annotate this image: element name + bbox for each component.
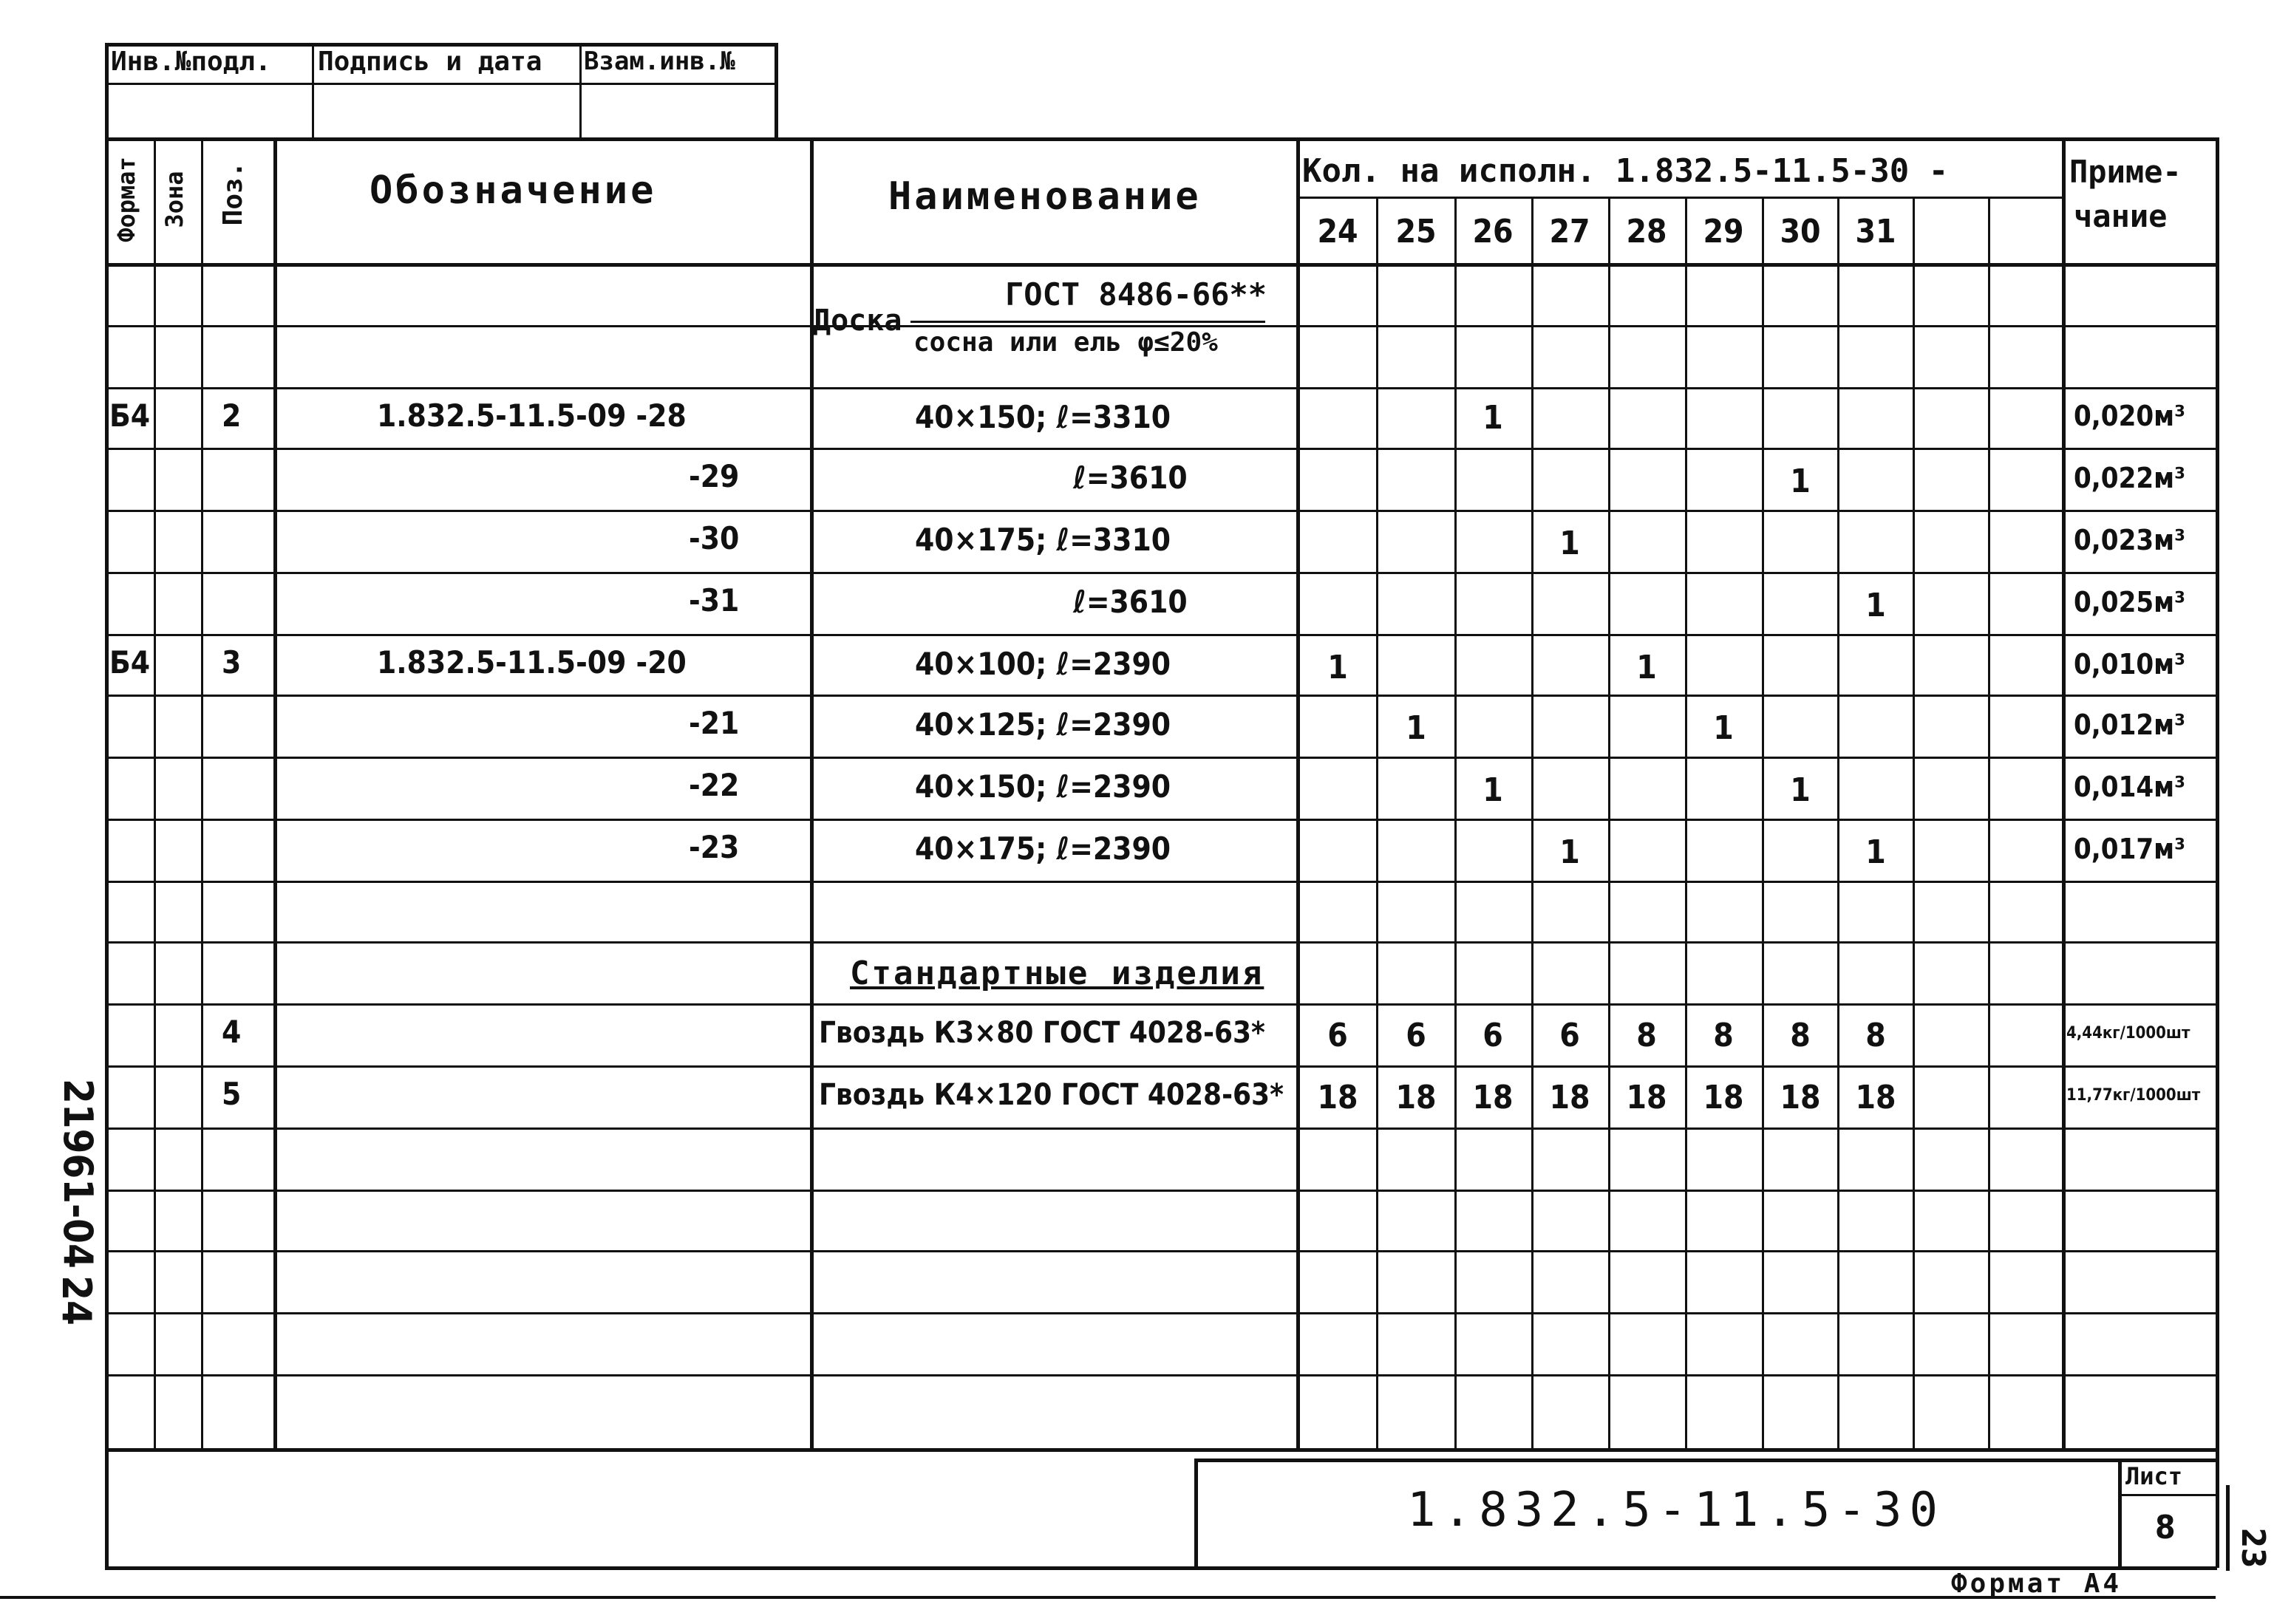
row-count: 8 <box>1790 1017 1811 1054</box>
row-count: 6 <box>1482 1017 1503 1054</box>
row-count: 1 <box>1406 709 1426 747</box>
row-count: 18 <box>1855 1079 1896 1116</box>
archive-sheet: 24 <box>53 1275 100 1326</box>
row-count: 18 <box>1780 1079 1821 1116</box>
header-format: Формат <box>112 157 140 242</box>
row-designation: 1.832.5-11.5-09 -28 <box>377 398 687 434</box>
row-name: 40×150; ℓ=3310 <box>915 399 1171 435</box>
stamp-sign-label: Подпись и дата <box>318 47 542 77</box>
row-count: 6 <box>1327 1017 1348 1054</box>
row-count: 1 <box>1636 649 1657 686</box>
header-pos: Поз. <box>218 161 248 226</box>
material-denominator: сосна или ель φ≤20% <box>913 327 1218 358</box>
row-count: 1 <box>1865 833 1886 871</box>
row-count: 1 <box>1559 833 1580 871</box>
row-count: 1 <box>1713 709 1734 747</box>
section-title: Стандартные изделия <box>850 955 1264 992</box>
row-note: 0,023м³ <box>2074 524 2186 556</box>
row-name: Гвоздь К3×80 ГОСТ 4028-63* <box>819 1016 1265 1050</box>
row-note: 11,77кг/1000шт <box>2066 1086 2201 1105</box>
row-designation: -31 <box>689 582 740 618</box>
header-name: Наименование <box>888 174 1202 219</box>
row-count: 1 <box>1327 649 1348 686</box>
variant-col: 24 <box>1317 213 1358 250</box>
row-pos: 3 <box>222 644 242 680</box>
row-count: 1 <box>1482 771 1503 809</box>
stamp-vzam-label: Взам.инв.№ <box>584 47 735 76</box>
page-number: 23 <box>2234 1527 2272 1569</box>
row-note: 0,010м³ <box>2074 648 2186 680</box>
material-word: Доска <box>813 304 902 338</box>
row-designation: -21 <box>689 705 740 741</box>
header-note-1: Приме- <box>2069 154 2182 190</box>
document-code: 1.832.5-11.5-30 <box>1407 1483 1945 1538</box>
footer-format: Формат А4 <box>1951 1569 2123 1599</box>
row-count: 18 <box>1703 1079 1744 1116</box>
row-name: ℓ=3610 <box>1073 460 1188 496</box>
variant-col: 26 <box>1472 213 1514 250</box>
row-pos: 4 <box>222 1014 242 1050</box>
row-name: 40×125; ℓ=2390 <box>915 706 1171 743</box>
row-name: 40×150; ℓ=2390 <box>915 768 1171 805</box>
header-zone: Зона <box>160 171 188 228</box>
row-note: 0,017м³ <box>2074 833 2186 865</box>
variant-col: 28 <box>1626 213 1667 250</box>
row-count: 18 <box>1626 1079 1667 1116</box>
row-name: ℓ=3610 <box>1073 584 1188 620</box>
row-pos: 2 <box>222 398 242 434</box>
row-name: Гвоздь К4×120 ГОСТ 4028-63* <box>819 1078 1284 1112</box>
row-designation: -22 <box>689 767 740 803</box>
row-note: 0,022м³ <box>2074 462 2186 494</box>
row-count: 6 <box>1406 1017 1426 1054</box>
row-name: 40×175; ℓ=2390 <box>915 830 1171 867</box>
row-format: Б4 <box>109 644 151 680</box>
row-designation: -23 <box>689 829 740 865</box>
row-designation: -29 <box>689 458 740 494</box>
row-count: 1 <box>1865 587 1886 624</box>
row-count: 1 <box>1482 399 1503 437</box>
material-fraction-bar <box>910 321 1265 323</box>
header-note-2: чание <box>2074 198 2168 234</box>
row-designation: 1.832.5-11.5-09 -20 <box>377 644 687 680</box>
row-count: 1 <box>1790 463 1811 500</box>
row-count: 8 <box>1713 1017 1734 1054</box>
sheet-label: Лист <box>2125 1462 2183 1490</box>
material-numerator: ГОСТ 8486-66** <box>1005 276 1267 313</box>
row-count: 8 <box>1636 1017 1657 1054</box>
variant-col: 30 <box>1780 213 1821 250</box>
row-note: 0,020м³ <box>2074 400 2186 432</box>
row-pos: 5 <box>222 1076 242 1112</box>
row-note: 0,014м³ <box>2074 771 2186 803</box>
header-designation: Обозначение <box>370 168 657 213</box>
row-name: 40×100; ℓ=2390 <box>915 646 1171 682</box>
row-designation: -30 <box>689 520 740 556</box>
row-count: 18 <box>1317 1079 1358 1116</box>
row-count: 6 <box>1559 1017 1580 1054</box>
header-qty-title: Кол. на исполн. 1.832.5-11.5-30 - <box>1302 152 1949 190</box>
variant-col: 29 <box>1703 213 1744 250</box>
row-note: 0,012м³ <box>2074 709 2186 741</box>
row-note: 0,025м³ <box>2074 586 2186 618</box>
row-count: 18 <box>1472 1079 1514 1116</box>
page-bottom-rule <box>0 1596 2216 1599</box>
variant-col: 31 <box>1855 213 1896 250</box>
row-count: 1 <box>1790 771 1811 809</box>
row-count: 18 <box>1395 1079 1437 1116</box>
row-count: 8 <box>1865 1017 1886 1054</box>
variant-col: 25 <box>1395 213 1437 250</box>
row-count: 1 <box>1559 525 1580 562</box>
row-format: Б4 <box>109 398 151 434</box>
variant-col: 27 <box>1549 213 1590 250</box>
stamp-inv-label: Инв.№подл. <box>111 47 271 77</box>
archive-number: 21961-04 <box>55 1079 101 1269</box>
row-count: 18 <box>1549 1079 1590 1116</box>
row-name: 40×175; ℓ=3310 <box>915 522 1171 558</box>
sheet-number: 8 <box>2155 1509 2176 1546</box>
row-note: 4,44кг/1000шт <box>2066 1024 2190 1043</box>
